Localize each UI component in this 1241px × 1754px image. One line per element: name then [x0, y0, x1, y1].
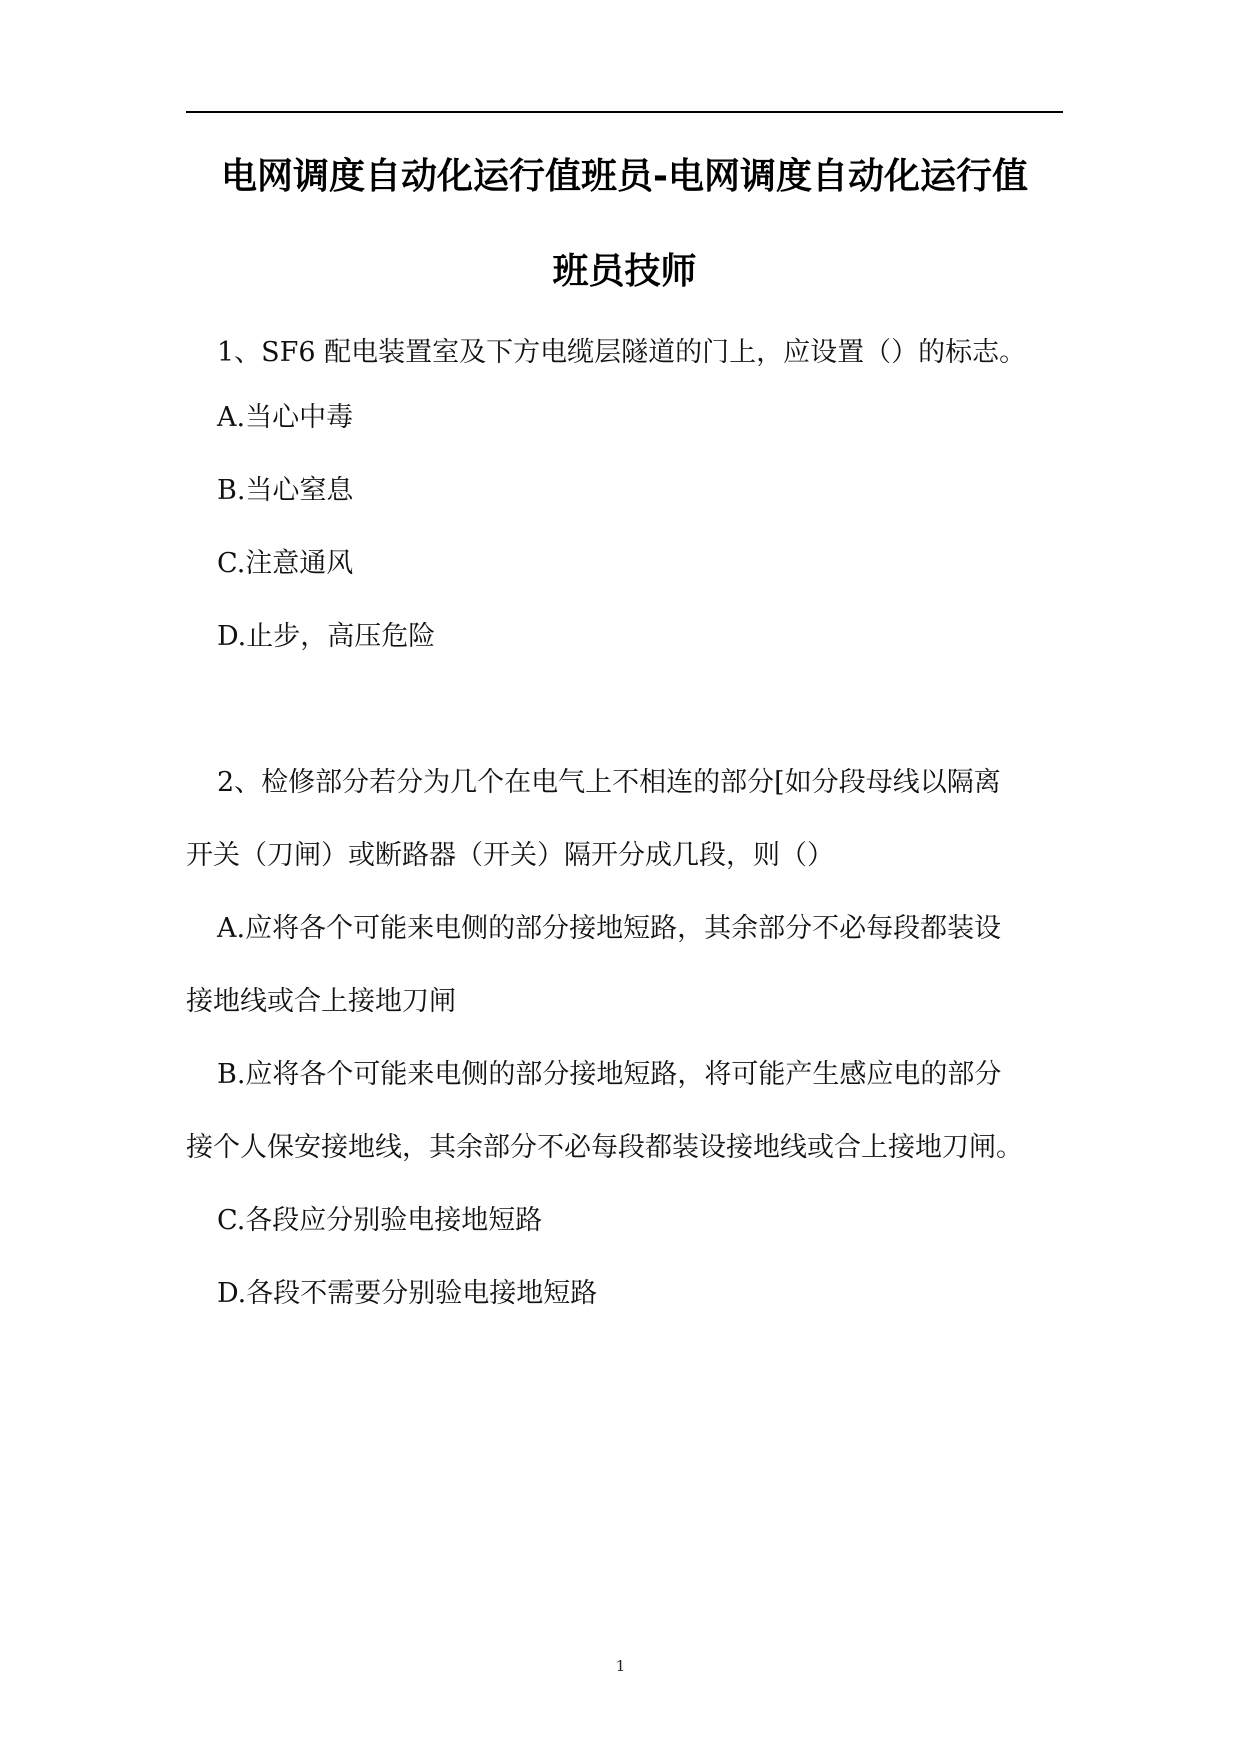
page-number: 1	[615, 1657, 626, 1675]
document-title-line-2: 班员技师	[552, 251, 697, 292]
question-1-text: 1、SF6 配电装置室及下方电缆层隧道的门上，应设置（）的标志。	[217, 337, 1027, 368]
question-1-option-a: A.当心中毒	[217, 402, 354, 433]
document-title-line-1: 电网调度自动化运行值班员-电网调度自动化运行值	[221, 156, 1028, 197]
question-2-option-c: C.各段应分别验电接地短路	[217, 1205, 543, 1236]
question-1-option-d: D.止步，高压危险	[217, 621, 436, 652]
question-2-option-b-line-1: B.应将各个可能来电侧的部分接地短路，将可能产生感应电的部分	[217, 1059, 1002, 1090]
question-2-text-line-2: 开关（刀闸）或断路器（开关）隔开分成几段，则（）	[186, 840, 834, 871]
question-1-option-b: B.当心窒息	[217, 475, 354, 506]
header-rule	[186, 111, 1063, 113]
question-2-option-a-line-1: A.应将各个可能来电侧的部分接地短路，其余部分不必每段都装设	[217, 913, 1002, 944]
question-2-text-line-1: 2、检修部分若分为几个在电气上不相连的部分[如分段母线以隔离	[217, 767, 1001, 798]
question-2-option-d: D.各段不需要分别验电接地短路	[217, 1278, 598, 1309]
question-2-option-a-line-2: 接地线或合上接地刀闸	[186, 986, 456, 1017]
question-1-option-c: C.注意通风	[217, 548, 354, 579]
question-2-option-b-line-2: 接个人保安接地线，其余部分不必每段都装设接地线或合上接地刀闸。	[186, 1132, 1023, 1163]
